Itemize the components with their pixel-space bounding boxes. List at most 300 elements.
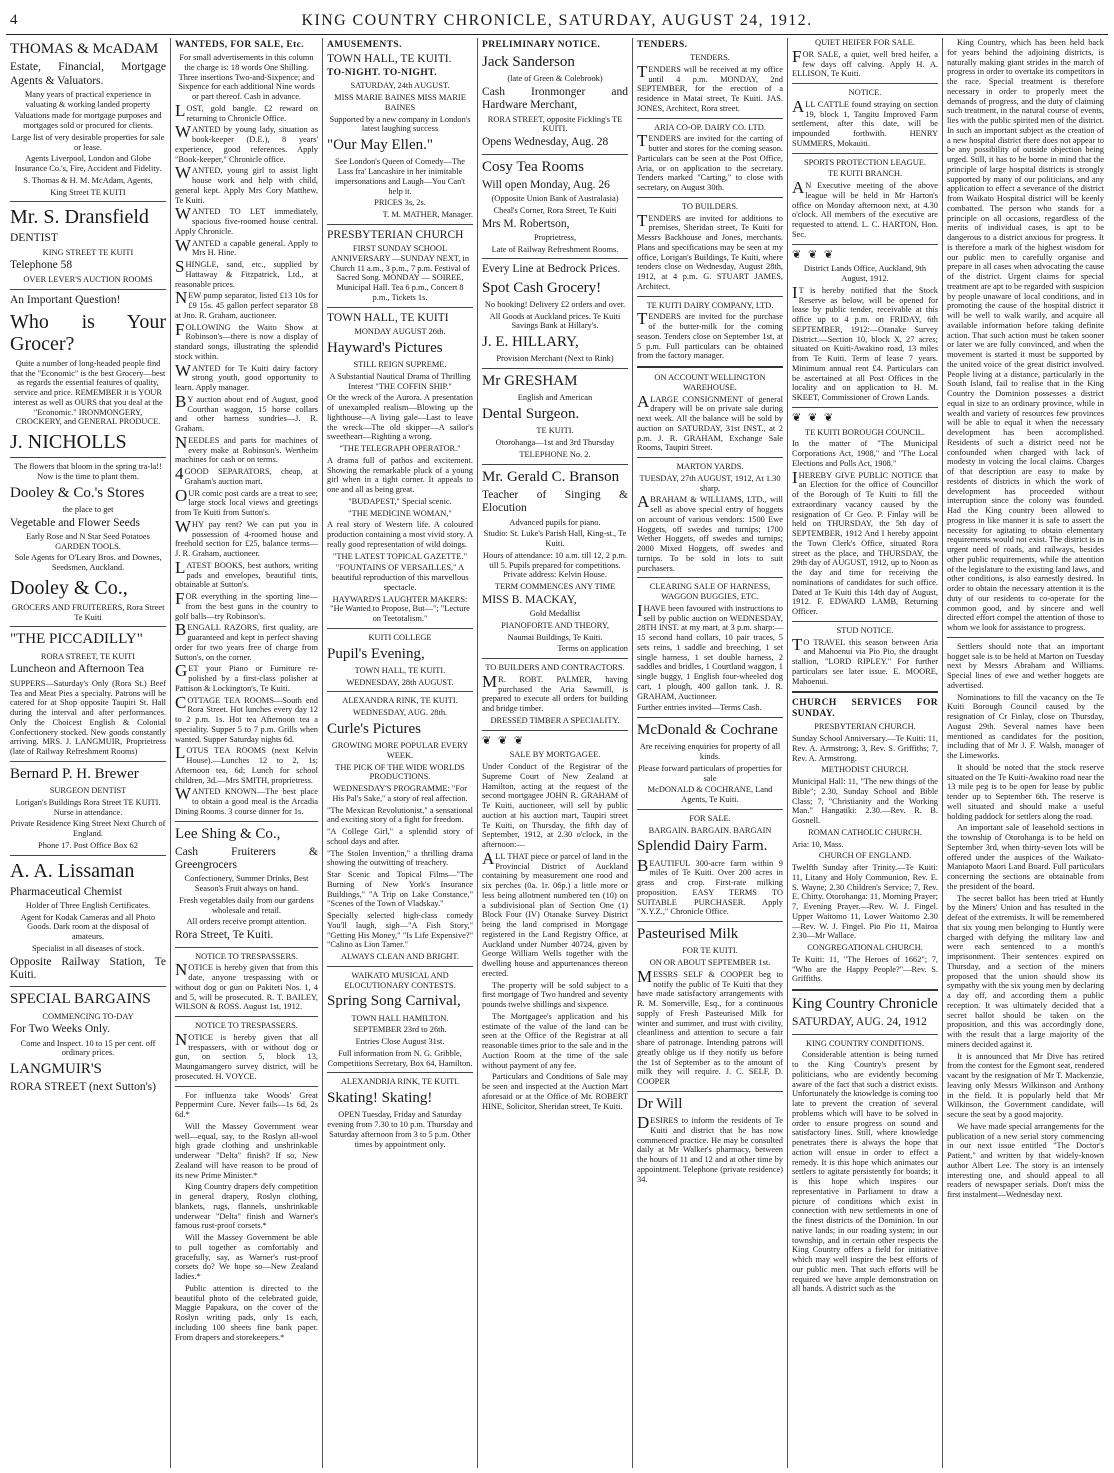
column-rule bbox=[10, 855, 166, 856]
text-block: ON OR ABOUT SEPTEMBER 1st. bbox=[649, 958, 771, 968]
text-block: TERM COMMENCES ANY TIME bbox=[494, 582, 616, 592]
headline: TO-NIGHT. TO-NIGHT. bbox=[327, 68, 437, 79]
text-block: For small advertisements in this column the charge is: 18 words One Shilling. Three insertions Two-and-Sixpence; and Sixpence for each additional Nine words or part thereof. Cash in advance. bbox=[178, 53, 315, 102]
text-block: QUIET HEIFER FOR SALE. bbox=[815, 38, 915, 47]
text-block: Specialist in all diseases of stock. bbox=[31, 943, 145, 953]
text-block: TO TRAVEL this season between Aria and Mahoenui via Pio Pio, the draught stallion, "LORD RIPLEY." For further particulars see later issue. E. MOORE, Mahoenui. bbox=[792, 634, 938, 686]
headline: Dooley & Co., bbox=[10, 576, 128, 599]
headline: Dr Will bbox=[637, 1095, 683, 1112]
text-block: FOR TE KUITI. bbox=[682, 946, 738, 956]
text-block: Large list of very desirable properties for sale or lease. bbox=[11, 132, 165, 152]
text-block: "BUDAPEST," Special scenic. bbox=[348, 496, 452, 506]
headline: PRELIMINARY NOTICE. bbox=[482, 40, 601, 50]
text-block: TUESDAY, 27th AUGUST, 1912, At 1.30 sharp. bbox=[639, 473, 781, 493]
text-block: It is announced that Mr Dive has retired from the contest for the Egmont seat, rendered vacant by the resignation of Mr T. Mackenzie, leaving only Messrs Wilkinson and Anthony in the field. It is popularly held that Mr Wilkinson, the Government candidate, will secure the seat by a good majority. bbox=[947, 1051, 1104, 1119]
text-block: Supported by a new company in London's latest laughing success bbox=[329, 114, 471, 134]
column-rule bbox=[637, 1091, 783, 1092]
text-block: Aria: 10, Mass. bbox=[792, 839, 844, 849]
column-rule bbox=[327, 691, 473, 692]
text-block: Under Conduct of the Registrar of the Supreme Court of New Zealand at Hamilton, acting at the request of the second mortgagee JOHN R. GRAHAM of Te Kuiti, auctioneer, will sell by public auction at his auction mart, Taupiri street Te Kuiti, on Thursday, the fifth day of September, 1912, at 2.30 o'clock, in the afternoon:— bbox=[482, 762, 628, 850]
text-block: SALE BY MORTGAGEE. bbox=[509, 750, 601, 760]
headline: Who is Your Grocer? bbox=[10, 310, 166, 355]
text-block: OUR comic post cards are a treat to see; large stock local views and greetings from Te Kuiti from Sutton's. bbox=[175, 485, 318, 518]
text-block: TENDERS will be received at my office until 4 p.m. MONDAY, 2nd SEPTEMBER, for the erection of a residence in Matai street, Te Kuiti. JAS. JONES, Architect, Rora street. bbox=[637, 61, 783, 113]
text-block: King Country drapers defy competition in general drapery, Roslyn clothing, blankets, rugs, flannels, unshrinkable underwear "Delta" finish and Warner's famous rust-proof corsets.* bbox=[175, 1182, 318, 1231]
column-rule bbox=[482, 258, 628, 259]
text-block: WANTED, young girl to assist light house work and help with child, general kept. Apply Mrs Cory Matthew, Te Kuiti. bbox=[175, 163, 318, 205]
text-block: MISS MARIE BAINES MISS MARIE BAINES bbox=[334, 93, 466, 112]
column-6 bbox=[788, 38, 943, 1468]
text-block: Nominations to fill the vacancy on the Te Kuiti Borough Council caused by the resignation of Cr Finlay, close on Thursday, August 29th. Several names have been mentioned as candidates for the position, including that of Mr J. F. Walsh, manager of the Limeworks. bbox=[947, 692, 1104, 760]
column-4 bbox=[478, 38, 633, 1468]
column-rule bbox=[327, 966, 473, 967]
text-block: GROWING MORE POPULAR EVERY WEEK. bbox=[331, 741, 469, 760]
text-block: ALL CATTLE found straying on section 19, block 1, Tangitu Improved Farm settlement, after this date, will be impounded forthwith. HENRY SUMMERS, Mokauiti. bbox=[792, 96, 938, 148]
text-block: OVER LEVER'S AUCTION ROOMS bbox=[23, 274, 153, 284]
column-rule bbox=[792, 153, 938, 154]
headline: CHURCH SERVICES FOR SUNDAY. bbox=[792, 698, 938, 720]
text-block: "THE MEDICINE WOMAN," bbox=[348, 508, 452, 518]
column-rule bbox=[637, 921, 783, 922]
text-block: Come and Inspect. 10 to 15 per cent. off ordinary prices. bbox=[20, 1038, 156, 1058]
text-block: TOWN HALL, TE KUITI. bbox=[354, 665, 446, 675]
text-block: ALEXANDRA RINK, TE KUITI. bbox=[342, 696, 458, 706]
column-rule bbox=[10, 626, 166, 627]
text-block: LATEST BOOKS, best authors, writing pads and envelopes, beautiful tints, obtainable at Sutton's. bbox=[175, 557, 318, 590]
headline: Cosy Tea Rooms bbox=[482, 158, 585, 175]
text-block: DENTIST bbox=[10, 232, 58, 245]
text-block: Specially selected high-class comedy You'll laugh, sigh—"A Fish Story," "Getting His Money," "Is Life Expensive?" "Calino as Lion Tamer." bbox=[327, 911, 473, 950]
text-block: The Mortgagee's application and his estimate of the value of the land can be seen at the Office of the Registrar at all reasonable times prior to the sale and in the Auction Room at the time of the sale without payment of any fee. bbox=[482, 1011, 628, 1070]
text-block: Entries Close August 31st. bbox=[355, 1037, 445, 1047]
text-block: Star Scenic and Topical Films—"The Burning of New York's Insurance Buildings," "A Trip on Lake Constance," "Scenes of the Town of Vladskay." bbox=[327, 870, 473, 909]
text-block: Sole Agents for O'Leary Bros. and Downes, Seedsmen, Auckland. bbox=[14, 553, 162, 573]
text-block: WANTED a capable general. Apply to Mrs H. Hine. bbox=[175, 235, 318, 258]
text-block: Fresh vegetables daily from our gardens wholesale and retail. bbox=[179, 895, 314, 915]
text-block: Valuations made for mortgage purposes and mortgages sold or procured for clients. bbox=[14, 111, 162, 131]
text-block: IT is hereby notified that the Stock Reserve as below, will be opened for lease by public tender, receivable at this office up to 4 p.m. on FRIDAY, 6th SEPTEMBER, 1912:—Otanake Survey District.—Section 10, block X, 27 acres; situated on Kuiti-Awakino road, 13 miles from Te Kuiti. Term of lease 7 years. Minimum annual rent £4. Particulars can be ascertained at all Post Offices in the locality and on application to H. M. SKEET, Commissioner of Crown Lands. bbox=[792, 282, 938, 402]
text-block: (late of Green & Colebrook) bbox=[507, 74, 603, 84]
headline: J. NICHOLLS bbox=[10, 431, 127, 454]
text-block: Teacher of Singing & Elocution bbox=[482, 488, 628, 515]
text-block: TOWN HALL HAMILTON. bbox=[351, 1013, 449, 1023]
text-block: Sunday School Anniversary.—Te Kuiti: 11, Rev. A. Armstrong; 3, Rev. S. Griffiths; 7, Rev. A. Armstrong. bbox=[792, 734, 938, 763]
headline: THOMAS & McADAM bbox=[10, 41, 159, 57]
column-rule bbox=[482, 658, 628, 659]
text-block: TENDERS are invited for the carting of butter and stores for the coming season. Particulars can be seen at the Post Office, Aria, or on application to the secretary. Tenders marked "Carting," to close with secretary, on August 30th. bbox=[637, 131, 783, 193]
text-block: ARIA CO-OP. DAIRY CO. LTD. bbox=[654, 122, 766, 132]
text-block: TO BUILDERS. bbox=[681, 201, 739, 211]
column-rule bbox=[327, 628, 473, 629]
text-block: NOTICE TO TRESPASSERS. bbox=[195, 951, 298, 961]
column-1 bbox=[6, 38, 171, 1468]
headline: Mr GRESHAM bbox=[482, 373, 578, 390]
text-block: RORA STREET (next Sutton's) bbox=[10, 1081, 156, 1094]
text-block: ALL THAT piece or parcel of land in the Provincial District of Auckland containing by measurement one rood and six perches (0a. 1r. 06p.) a little more or less being allotment numbered ten (10) on a subdivisional plan of Section One (1) Block Four (IV) Otanake Survey District being the land comprised in Mortgage registered in the Land Registry Office, at Auckland under Number 40724, given by George William Wells together with the dwelling house and appurtenances thereon erected. bbox=[482, 848, 628, 978]
text-block: TO BUILDERS AND CONTRACTORS. bbox=[485, 663, 625, 673]
text-block: MARTON YARDS. bbox=[676, 462, 744, 472]
text-block: DRESSED TIMBER A SPECIALITY. bbox=[490, 715, 620, 725]
text-block: Every Line at Bedrock Prices. bbox=[482, 263, 621, 276]
text-block: District Lands Office, Auckland, 9th August, 1912. bbox=[803, 264, 927, 283]
text-block: WHY pay rent? We can put you in possession of 4-roomed house and freehold section for £25, balance terms—J. R. Graham, auctioneer. bbox=[175, 516, 318, 559]
text-block: THE PICK OF THE WIDE WORLDS PRODUCTIONS. bbox=[335, 762, 465, 782]
text-block: TE KUITI. bbox=[536, 426, 574, 436]
text-block: KUITI COLLEGE bbox=[368, 632, 432, 642]
text-block: WEDNESDAY'S PROGRAMME: "For His Pal's Sake," a story of real affection. bbox=[332, 784, 468, 803]
text-block: WANTED for Te Kuiti dairy factory strong youth, good opportunity to learn. Apply manager. bbox=[175, 360, 318, 393]
text-block: SATURDAY, AUG. 24, 1912 bbox=[792, 1016, 927, 1029]
column-rule bbox=[482, 464, 628, 465]
column-rule bbox=[637, 197, 783, 198]
text-block: TENDERS. bbox=[690, 53, 730, 63]
text-block: A Substantial Nautical Drama of Thrilling Interest "THE COFFIN SHIP." bbox=[329, 371, 471, 391]
text-block: the place to get bbox=[62, 504, 114, 514]
column-7 bbox=[943, 38, 1108, 1468]
text-block: FOR SALE. bbox=[689, 813, 731, 823]
column-3 bbox=[323, 38, 478, 1468]
text-block: Considerable attention is being turned to the King Country's present by politicians, who are evidently becoming aware of the fact that such a district exists. Unfortunately the knowledge is coming too late to prevent the creation of several problems which will have to be solved in order to ensure progress on sound and satisfactory lines. Still, where knowledge penetrates there is always the hope that action will ensue in order to effect a remedy. It is this hope which animates our settlers to agitate persistently for boards; it is this hope which inspires our representative in Parliament to draw a picture of conditions which exist in connection with new settlements in one of the finest districts of the Dominion. In our native lands; in our roading system; in our township, and in certain other respects the King Country offers a field for initiative which may well inspire the best efforts of our public men. That such efforts will be required we have ample demonstration on all hands. A district such as the bbox=[792, 1050, 938, 1294]
text-block: IHEREBY GIVE PUBLIC NOTICE that an Election for the office of Councillor of the Borough of Te Kuiti to fill the extraordinary vacancy caused by the resignation of Cr Geo. P. Finlay will be held on THURSDAY, the 5th day of SEPTEMBER, 1912 And I hereby appoint the Town Clerk's Office, situated Rora street as the place, and THURSDAY, the 29th day of AUGUST, 1912, up to Noon as the day and time for receiving the nominations of candidates for such office. Dated at Te Kuiti this 14th day of August, 1912. F. EDWARD LAMB, Returning Officer. bbox=[792, 467, 938, 616]
text-block: TE KUITI DAIRY COMPANY, LTD. bbox=[646, 300, 774, 310]
text-block: S. Thomas & H. M. McAdam, Agents, bbox=[23, 175, 153, 185]
text-block: Particulars and Conditions of Sale may be seen and inspected at the Auction Mart aforesaid or at the Office of Mr. ROBERT HINE, Solicitor, Sheridan street, Te Kuiti. bbox=[482, 1072, 628, 1111]
text-block: STUD NOTICE. bbox=[836, 625, 894, 635]
column-rule bbox=[10, 457, 166, 458]
text-block: PRESBYTERIAN CHURCH bbox=[327, 228, 464, 241]
headline: Splendid Dairy Farm. bbox=[637, 838, 768, 855]
column-rule bbox=[10, 986, 166, 987]
column-rule bbox=[792, 989, 938, 991]
headline: Dooley & Co.'s Stores bbox=[10, 484, 145, 501]
column-rule bbox=[792, 83, 938, 84]
text-block: NOTICE. bbox=[848, 88, 882, 97]
column-rule bbox=[792, 244, 938, 245]
text-block: Estate, Financial, Mortgage Agents & Valuators. bbox=[10, 61, 166, 87]
text-block: Will the Massey Government wear well—equal, say, to the Roslyn all-wool high grade clothing and unshrinkable underwear "Delta" finish? If so, New Zealand will have reason to be proud of its new Prime Minister.* bbox=[175, 1121, 318, 1180]
text-block: Municipal Hall: 11, "The new things of the Bible"; 2.30, Sunday School and Bible Class; 7, "Christianity and the Working Man." Hangatiki: 2.30.—Rev. R. B. Gosnell. bbox=[792, 777, 938, 826]
text-block: See London's Queen of Comedy—The Lass fra' Lancashire in her inimitable impersonations and Laugh—You Can't help it. bbox=[334, 157, 466, 196]
text-block: FOLLOWING the Waito Show at Robinson's—there is now a display of standard songs, illustrating the splendid stock within. bbox=[175, 319, 318, 361]
text-block: CONGREGATIONAL CHURCH. bbox=[807, 943, 923, 953]
headline: Pupil's Evening, bbox=[327, 645, 425, 662]
text-block: TELEPHONE No. 2. bbox=[519, 449, 591, 459]
text-block: Agent for Kodak Cameras and all Photo Goods. Dark room at the disposal of amateurs. bbox=[20, 912, 156, 942]
column-rule bbox=[792, 407, 938, 408]
text-block: Full information from N. G. Gribble, Competitions Secretary, Box 64, Hamilton. bbox=[327, 1048, 473, 1068]
text-block: Mrs M. Robertson, bbox=[482, 217, 570, 230]
headline: WANTEDS, FOR SALE, Etc. bbox=[175, 40, 305, 50]
text-block: Vegetable and Flower Seeds bbox=[10, 516, 140, 529]
text-block: Phone 17. Post Office Box 62 bbox=[38, 840, 138, 850]
text-block: Please forward particulars of properties for sale bbox=[638, 763, 782, 783]
text-block: WANTED KNOWN—The best place to obtain a good meal is the Arcadia Dining Rooms. 3 course dinner for 1s. bbox=[175, 784, 318, 816]
column-rule bbox=[10, 761, 166, 762]
column-rule bbox=[637, 457, 783, 458]
text-block: McDONALD & COCHRANE, Land Agents, Te Kuiti. bbox=[647, 785, 773, 805]
text-block: Many years of practical experience in valuating & working landed property bbox=[24, 89, 152, 109]
text-block: FOR everything in the sporting line—from the best guns in the country to golf balls—try Robinson's. bbox=[175, 589, 318, 621]
text-block: COMMENCING TO-DAY bbox=[42, 1011, 134, 1021]
column-rule bbox=[327, 307, 473, 308]
text-block: PRICES 3s, 2s. bbox=[374, 198, 426, 208]
column-rule bbox=[175, 821, 318, 822]
text-block: NEEDLES and parts for machines of every make at Robinson's. Wertheim machines for cash or on terms. bbox=[175, 432, 318, 465]
text-block: BARGAIN. BARGAIN. BARGAIN bbox=[648, 825, 772, 835]
column-rule bbox=[482, 154, 628, 155]
headline: SPECIAL BARGAINS bbox=[10, 991, 151, 1008]
headline: King Country Chronicle bbox=[792, 996, 938, 1013]
text-block: TE KUITI BRANCH. bbox=[827, 169, 903, 179]
text-block: Cash Ironmonger and Hardware Merchant, bbox=[482, 86, 628, 112]
text-block: King Street TE KUITI bbox=[50, 187, 126, 197]
column-rule bbox=[10, 201, 166, 202]
headline: J. E. HILLARY, bbox=[482, 334, 579, 351]
column-rule bbox=[637, 577, 783, 578]
text-block: MR. ROBT. PALMER, having purchased the Aria Sawmill, is prepared to execute all orders for building and bridge timber. bbox=[482, 671, 628, 714]
text-block: TOWN HALL, TE KUITI. bbox=[327, 53, 452, 66]
text-block: "A College Girl," a splendid story of school days and after. bbox=[327, 827, 473, 846]
text-block: WEDNESDAY, 28th AUGUST. bbox=[346, 677, 454, 687]
headline: McDonald & Cochrane bbox=[637, 722, 778, 739]
headline: AMUSEMENTS. bbox=[327, 40, 402, 50]
text-block: KING COUNTRY CONDITIONS. bbox=[805, 1038, 925, 1048]
column-rule bbox=[482, 730, 628, 731]
text-block: ❦ ❦ ❦ bbox=[792, 248, 836, 261]
headline: Spring Song Carnival, bbox=[327, 993, 461, 1010]
text-block: Pharmaceutical Chemist bbox=[10, 885, 123, 898]
column-rule bbox=[175, 947, 318, 948]
text-block: Luncheon and Afternoon Tea bbox=[10, 663, 145, 676]
masthead-rule bbox=[6, 34, 1108, 35]
text-block: Quite a number of long-headed people find that the "Economic" is the best Grocery—best as regards the essential features of quality, service and price. REMEMBER it is YOUR interest as well as OURS that you deal at the "Economic." IRONMONGERY, CROCKERY, and GENERAL PRODUCE. bbox=[10, 358, 166, 427]
text-block: For Two Weeks Only. bbox=[10, 1023, 110, 1036]
text-block: TE KUITI BOROUGH COUNCIL. bbox=[804, 427, 926, 437]
column-rule bbox=[327, 224, 473, 225]
text-block: Opens Wednesday, Aug. 28 bbox=[482, 136, 609, 149]
text-block: MESSRS SELF & COOPER beg to notify the public of Te Kuiti that they have made satisfactory arrangements with R. M. Somerville, Esq., for a continuous supply of Fresh Pasteurised Milk for winter and summer, and trust with civility, cleanliness and attention to secure a fair share of patronage. Intending patrons will greatly oblige us if they notify us before the 1st of September as to the amount of milk they will require. J. C. SELF, D. COOPER bbox=[637, 966, 783, 1087]
column-rule bbox=[637, 717, 783, 718]
text-block: The flowers that bloom in the spring tra-la!! Now is the time to plant them. bbox=[14, 462, 162, 481]
text-block: Advanced pupils for piano. bbox=[509, 517, 601, 527]
column-rule bbox=[792, 691, 938, 693]
column-rule bbox=[792, 1034, 938, 1035]
text-block: Private Residence King Street Next Church of England. bbox=[10, 819, 166, 839]
column-rule bbox=[175, 1016, 318, 1017]
columns bbox=[6, 38, 1108, 1468]
text-block: IHAVE been favoured with instructions to sell by public auction on WEDNESDAY, 28TH INST. at my mart, at 3 p.m. sharp:—15 second hand collars, 10 pair traces, 5 sets reins, 1 saddle and breeching, 1 set single harness, 1 set double harness, 2 saddles and bridles, 1 Courtland waggon, 1 single buggy, 1 English four-wheeled dog cart, 1 plough, 400 gallon tank. J. R. GRAHAM, Auctioneer. bbox=[637, 600, 783, 701]
text-block: AN Executive meeting of the above league will be held in Mr Harton's office on Monday afternoon next, at 4.30 o'clock. All members of the executive are requested to attend. L. C. HARTON, Hon. Sec. bbox=[792, 178, 938, 239]
text-block: STILL REIGN SUPREME. bbox=[353, 360, 447, 370]
text-block: ABRAHAM & WILLIAMS, LTD., will sell as above special entry of hoggets on account of various vendors: 1500 Ewe Hoggets, off swedes and turnips; 1700 Wether Hoggets, off swedes and turnips; 2000 Mixed Hoggets, off swedes and turnips. To be sold in lots to suit purchasers. bbox=[637, 492, 783, 573]
text-block: SHINGLE, sand, etc., supplied by Hattaway & Fitzpatrick, Ltd., at reasonable prices. bbox=[175, 257, 318, 289]
page-number: 4 bbox=[10, 12, 18, 28]
text-block: GROCERS AND FRUITERERS, Rora Street Te Kuiti bbox=[11, 602, 165, 622]
text-block: ROMAN CATHOLIC CHURCH. bbox=[808, 827, 922, 837]
column-rule bbox=[792, 621, 938, 622]
text-block: PRESBYTERIAN CHURCH. bbox=[814, 722, 916, 732]
text-block: GET your Piano or Furniture re-polished by a first-class polisher at Pattison & Lockington's, Te Kuiti. bbox=[175, 661, 318, 693]
text-block: WAIKATO MUSICAL AND ELOCUTIONARY CONTESTS. bbox=[344, 970, 456, 990]
text-block: METHODIST CHURCH. bbox=[821, 765, 909, 775]
text-block: The secret ballot has been tried at Huntly by the Miners' Union and has resulted in the defeat of the extremists. It will be remembered that six young men belonging to Huntly were charged with defying the military law and were each sentenced to a month's imprisonment. Their sentences expired on Thursday, and a section of the miners proposed that the union should show its sympathy with the six young men by declaring a day off, and according them a public reception. It was ultimately decided that a secret ballot should be taken on the proposition, and this was accordingly done, with the result that a large majority of the miners decided against it. bbox=[947, 893, 1105, 1049]
column-rule bbox=[947, 637, 1104, 638]
text-block: WANTED TO LET immediately, spacious five-roomed house central. Apply Chronicle. bbox=[175, 204, 318, 236]
text-block: FOR SALE, a quiet, well bred heifer, a few days off calving. Apply H. A. ELLISON, Te Kuiti. bbox=[792, 46, 938, 79]
text-block: Otorohanga—1st and 3rd Thursday bbox=[495, 438, 615, 448]
text-block: Provision Merchant (Next to Rink) bbox=[496, 354, 614, 364]
headline: Lee Shing & Co., bbox=[175, 825, 281, 842]
text-block: CHURCH OF ENGLAND. bbox=[818, 851, 912, 861]
text-block: OPEN Tuesday, Friday and Saturday evening from 7.30 to 10 p.m. Thursday and Saturday afternoon from 3 to 5 p.m. Other times by appointment only. bbox=[327, 1110, 473, 1149]
text-block: BY auction about end of August, good Courthan waggon, 15 horse collars and other harness sundries—J. R. Graham. bbox=[175, 391, 318, 434]
text-block: Late of Railway Refreshment Rooms. bbox=[491, 244, 619, 254]
text-block: Confectionery, Summer Drinks, Best Season's Fruit always on hand. bbox=[184, 874, 309, 894]
text-block: SPORTS PROTECTION LEAGUE. bbox=[803, 157, 927, 167]
text-block: Naumai Buildings, Te Kuiti. bbox=[507, 632, 603, 642]
text-block: "FOUNTAINS OF VERSAILLES," A beautiful reproduction of this marvellous spectacle. bbox=[331, 563, 469, 592]
text-block: All orders receive prompt attention. bbox=[186, 917, 307, 927]
text-block: Twelfth Sunday after Trinity.—Te Kuiti: 11, Litany and Holy Communion, Rev. E. S. Wayne; 2.30 Children's Service; 7, Rev. E. Chitty. Otorohanga: 11, Morning Prayer; 7, Evening Prayer.—Rev. W. J. Fingel. Upper Waitomo 11, Lower Waitomo 2.30—Rev. W. J. Fingel. Pio Pio 11, Mairoa 2.30—Mr Wallace. bbox=[792, 863, 938, 941]
text-block: SUPPERS—Saturday's Only (Rora St.) Beef Tea and Meat Pies a specialty. Patrons will be catered for at Shop opposite Taupiri St. Hall during the interval and after performances. Only the Choicest English & Colonial Confectionery stocked. New goods constantly arriving. MRS. J. LANGMUIR, Proprietress (late of Railway Refreshment Rooms) bbox=[10, 678, 166, 757]
text-block: LOTUS TEA ROOMS (next Kelvin House).—Lunches 12 to 2, 1s; Afternoon tea, 6d; Lunch for school children, 3d.—Mrs SMITH, proprietress. bbox=[175, 743, 318, 785]
headline: "Our May Ellen." bbox=[327, 137, 433, 154]
column-rule bbox=[637, 296, 783, 297]
text-block: Telephone 58 bbox=[10, 259, 73, 272]
headline: Curle's Pictures bbox=[327, 720, 421, 737]
text-block: King Country, which has been held back for years behind the adjoining districts, is naturally making giant strides in the march of progress in order to overtake its competitors in the race. Special treatment is therefore necessary in order to properly meet the demands of progress, and the duty of claiming such treatment, in the natural course of events, lies with the public spirited men of the district. In such an important subject as the creation of a new hospital district there does not appear to be any possibility of outside objection being urged. Still, it has to be borne in mind that the principle of large hospital districts is strongly supported by many of our politicians, and any application to effect a severance of the district from Waikato Hospital district will be keenly combatted. The person who stands for a principle on all occasions, regardless of the merits of individual cases, is apt to be dangerous to a district anxious for progress. It is therefore a mark of the highest wisdom for our public men to carefully organise and prepare in all cases when advocating the cause of the district. Urgent claims for special treatment are apt to be regarded with suspicion by people unaware of local conditions, and in promoting the cause of the hospital district it will be well to walk warily, and acquire all available information before taking definite action. That such action must be taken sooner or later we are fully convinced, and when the movement is started it must be supported by the united voice of the great district involved. People living at a distance, particularly in the South Island, fail to realise that in the King Country the Dominion possesses a district equal in size to an ordinary province, while in wealth and variety of resources few provinces will be able to equal it when the necessary development has been accomplished. Residents of such a district need not be confounded when charged with lack of modesty in voicing the local claims. Charges of that description are easy to make by residents of districts in which the work of development has proceeded without interruption since the colony was founded. Had the King country been allowed to progress in like manner it is safe to assert the necessity for agitating to obtain elementary requirements would not exist. The district is in urgent need of roads, and railways, besides other public requirements, while the attention of the legislature to the existing land laws, and other conditions, is also earnestly desired. In order to obtain the necessary attention it is the duty of our residents to co-operate for the common good, and by sincere and well directed effort compel the attention of those to whom we look for assistance to progress. bbox=[947, 38, 1104, 632]
headline: A. A. Lissaman bbox=[10, 859, 135, 882]
text-block: Agents Liverpool, London and Globe Insurance Co.'s, Fire, Accident and Fidelity. bbox=[14, 154, 162, 174]
text-block: Studio: St. Luke's Parish Hall, King-st., Te Kuiti. bbox=[483, 529, 627, 549]
text-block: TENDERS are invited for additions to premises, Sheridan street, Te Kuiti for Messrs Backhouse and Jones, merchants. Plans and specifications may be seen at my office, Lorigan's Buildings, Te Kuiti, where tenders close on Wednesday, August 28th, 1912, at 4 p.m. G. STUART JAMES, Architect. bbox=[637, 210, 783, 291]
text-block: FIRST SUNDAY SCHOOL ANNIVERSARY —SUNDAY NEXT, in Church 11 a.m., 3 p.m., 7 p.m. Festival of Sacred Song. MONDAY — SOIREE, Municipal Hall. Tea 6 p.m., Concert 8 p.m., Tickets 1s. bbox=[330, 244, 470, 302]
text-block: ALARGE CONSIGNMENT of general drapery will be on private sale during next week. All the balance will be sold by auction on SATURDAY, 31st INST., at 2 p.m. J. R. GRAHAM, Exchange Sale Rooms, Taupiri Street. bbox=[637, 391, 783, 453]
text-block: Are receiving enquiries for property of all kinds. bbox=[639, 742, 781, 762]
text-block: English and American bbox=[517, 393, 593, 403]
text-block: Public attention is directed to the beautiful photo of the celebrated guide, Maggie Papakura, on the cover of the Roslyn writing pads, only 1s each, including 100 sheets fine bank paper. From drapers and storekeepers.* bbox=[175, 1283, 318, 1342]
text-block: All Goods at Auckland prices. Te Kuiti Savings Bank at Hillary's. bbox=[489, 311, 621, 331]
text-block: Further entries invited—Terms Cash. bbox=[637, 703, 762, 713]
text-block: Hours of attendance: 10 a.m. till 12, 2 p.m. till 5. Pupils prepared for competitions. Private address: Kelvin House. bbox=[483, 550, 627, 580]
headline: Jack Sanderson bbox=[482, 54, 575, 71]
headline: LANGMUIR'S bbox=[10, 1061, 102, 1078]
text-block: LOST, gold bangle. £2 reward on returning to Chronicle Office. bbox=[175, 100, 318, 123]
text-block: ON ACCOUNT WELLINGTON WAREHOUSE. bbox=[654, 373, 766, 392]
text-block: WEDNESDAY, AUG. 28th. bbox=[352, 708, 448, 718]
text-block: Or the wreck of the Aurora. A presentation of unexampled realism—Blowing up the lighthouse—A living gale—Last to leave the wreck—The old skipper—A sailor's sweetheart—Righting a wrong. bbox=[327, 393, 473, 442]
text-block: COTTAGE TEA ROOMS—South end Rora Street. Hot lunches every day 12 to 2 p.m. 1s. Hot tea Afternoon tea a speciality. Supper 5 to 7 p.m. Grills when wanted. Supper Saturday nights 6d. bbox=[175, 692, 318, 744]
text-block: PIANOFORTE AND THEORY, bbox=[501, 620, 609, 630]
text-block: TOWN HALL, TE KUITI bbox=[327, 311, 449, 324]
text-block: "The Stolen Invention," a thrilling drama showing the outwitting of treachery. bbox=[327, 848, 473, 868]
text-block: SURGEON DENTIST bbox=[49, 786, 127, 796]
text-block: No booking! Delivery £2 orders and over. bbox=[484, 299, 626, 309]
text-block: Gold Medallist bbox=[529, 609, 581, 619]
text-block: Proprietress, bbox=[533, 232, 577, 242]
headline: Mr. Gerald C. Branson bbox=[482, 468, 620, 485]
text-block: 4GOOD SEPARATORS, cheap, at Graham's auction mart. bbox=[175, 464, 318, 486]
headline: Skating! Skating! bbox=[327, 1090, 433, 1107]
text-block: (Opposite Union Bank of Australasia) bbox=[491, 194, 619, 204]
masthead bbox=[0, 10, 1114, 32]
text-block: An important sale of leasehold sections in the township of Otorohanga is to be held on September 3rd, when thirty-seven lots will be offered under the auspices of the Waikato-Maniapoto Maori Land Board. Full particulars concerning the sections are obtainable from the president of the board. bbox=[947, 823, 1104, 891]
text-block: Cheal's Corner, Rora Street, Te Kuiti bbox=[493, 205, 617, 215]
headline: Mr. S. Dransfield bbox=[10, 206, 149, 229]
headline: Spot Cash Grocery! bbox=[482, 279, 602, 296]
text-block: HAYWARD'S LAUGHTER MAKERS: "He Wanted to Propose, But—"; "Lecture on Teetotalism." bbox=[330, 594, 470, 624]
text-block: Cash Fruiterers & Greengrocers bbox=[175, 845, 318, 872]
headline: Hayward's Pictures bbox=[327, 339, 443, 356]
text-block: NOTICE TO TRESPASSERS. bbox=[195, 1021, 298, 1030]
text-block: "THE LATEST TOPICAL GAZETTE." bbox=[332, 551, 467, 561]
text-block: NOTICE is hereby given that all trespassers, with or without dog or gun, on section 5, block 13, Maungamangero survey district, will be prosecuted. H. VOYCE. bbox=[175, 1029, 318, 1081]
text-block: In the matter of "The Municipal Corporations Act, 1908," and "The Local Elections and Polls Act, 1908." bbox=[792, 439, 938, 468]
column-rule bbox=[10, 289, 166, 290]
text-block: MONDAY AUGUST 26th. bbox=[354, 327, 446, 337]
text-block: BENGALL RAZORS, first quality, are guaranteed and kept in perfect shaving order for two years free of charge from Sutton's, on the corner. bbox=[175, 620, 318, 662]
text-block: A real story of Western life. A coloured production containing a most vivid story. A really good representation of wild doings. bbox=[327, 520, 473, 549]
headline: TENDERS. bbox=[637, 40, 688, 50]
text-block: MISS B. MACKAY, bbox=[482, 593, 577, 606]
text-block: Lorigan's Buildings Rora Street TE KUITI. Nurse in attendance. bbox=[15, 797, 161, 817]
text-block: CLEARING SALE OF HARNESS, WAGGON BUGGIES, ETC. bbox=[649, 582, 771, 602]
text-block: "THE TELEGRAPH OPERATOR." bbox=[339, 444, 461, 454]
column-2 bbox=[171, 38, 323, 1468]
column-rule bbox=[637, 809, 783, 810]
text-block: The property will be sold subject to a first mortgage of Two hundred and seventy pounds twelve shillings and sixpence. bbox=[482, 980, 628, 1010]
text-block: T. M. MATHER, Manager. bbox=[382, 210, 473, 220]
text-block: Early Rose and N Star Seed Potatoes GARDEN TOOLS. bbox=[26, 531, 150, 551]
column-rule bbox=[327, 1072, 473, 1073]
headline: Dental Surgeon. bbox=[482, 406, 580, 423]
headline: "THE PICCADILLY" bbox=[10, 631, 143, 648]
text-block: SEPTEMBER 23rd to 26th. bbox=[353, 1025, 447, 1035]
column-rule bbox=[637, 118, 783, 119]
text-block: Settlers should note that an important hogget sale is to be held at Marton on Tuesday next by Messrs Abraham and Williams. Special lines of ewe and wether hoggets are advertised. bbox=[947, 641, 1104, 690]
text-block: RORA STREET, TE KUITI bbox=[40, 651, 136, 661]
text-block: An Important Question! bbox=[10, 293, 121, 306]
column-rule bbox=[482, 368, 628, 369]
column-rule bbox=[637, 366, 783, 368]
text-block: SATURDAY, 24th AUGUST. bbox=[350, 81, 450, 91]
text-block: ❦ ❦ ❦ bbox=[792, 411, 836, 424]
text-block: Te Kuiti: 11, "The Heroes of 1662"; 7, "Who are the Happy People?"—Rev. S. Griffiths. bbox=[792, 954, 938, 984]
headline: Bernard P. H. Brewer bbox=[10, 765, 139, 782]
text-block: Holder of Three English Certificates. bbox=[25, 900, 151, 910]
text-block: A drama full of pathos and excitement. Showing the remarkable pluck of a young girl when in a tight corner. It appeals to one and all as being great. bbox=[327, 455, 473, 495]
text-block: RORA STREET, opposite Fickling's TE KUITI. bbox=[487, 114, 623, 134]
text-block: For influenza take Woods' Great Peppermint Cure. Never fails—1s 6d, 2s 6d.* bbox=[175, 1090, 318, 1119]
text-block: We have made special arrangements for the publication of a new serial story commencing in our next issue entitled "The Doctor's Patient," and written by that widely-known author Albert Lee. The story is an intensely interesting one, and should appeal to all readers of newspaper serials. Don't miss the first instalment—Wednesday next. bbox=[947, 1121, 1104, 1199]
text-block: DESIRES to inform the residents of Te Kuiti and district that he has now commenced practice. He may be consulted daily at Mr Walker's pharmacy, between the hours of 11 and 12 and at other time by appointment. Telephone (private residence) 34. bbox=[637, 1113, 783, 1184]
text-block: Rora Street, Te Kuiti. bbox=[175, 929, 274, 942]
column-5 bbox=[633, 38, 788, 1468]
text-block: "The Mexican Revolutionist," a sensational and exciting story of a fight for freedom. bbox=[327, 805, 473, 825]
text-block: BEAUTIFUL 300-acre farm within 9 miles of Te Kuiti. Over 200 acres in grass and crop. First-rate milking proposition. EASY TERMS TO SUITABLE PURCHASER. Apply "X.Y.Z.," Chronicle Office. bbox=[637, 855, 783, 917]
text-block: ❦ ❦ ❦ bbox=[482, 734, 526, 747]
newspaper-title: KING COUNTRY CHRONICLE, SATURDAY, AUGUST 24, 1912. bbox=[301, 12, 813, 29]
text-block: Will the Massey Government be able to pull together as comfortably and gracefully, say, as Warner's rust-proof corsets do? We hope so—New Zealand ladies.* bbox=[175, 1233, 318, 1281]
text-block: ALWAYS CLEAN AND BRIGHT. bbox=[340, 952, 460, 962]
text-block: TENDERS are invited for the purchase of the butter-milk for the coming season. Tenders close on September 1st, at 5 p.m. Full particulars can be obtained from the factory manager. bbox=[637, 309, 783, 361]
headline: Pasteurised Milk bbox=[637, 926, 739, 943]
text-block: ALEXANDRIA RINK, TE KUITI. bbox=[340, 1077, 460, 1087]
text-block: Opposite Railway Station, Te Kuiti. bbox=[10, 955, 166, 981]
column-rule bbox=[175, 1086, 318, 1087]
text-block: It should be noted that the stock reserve situated on the Te Kuiti-Awakino road near the 13 mile peg is to be open for lease by public tender up to September 6th. The reserve is well situated and should make a useful holding paddock for settlers along the road. bbox=[947, 762, 1104, 821]
text-block: Will open Monday, Aug. 26 bbox=[482, 178, 610, 191]
